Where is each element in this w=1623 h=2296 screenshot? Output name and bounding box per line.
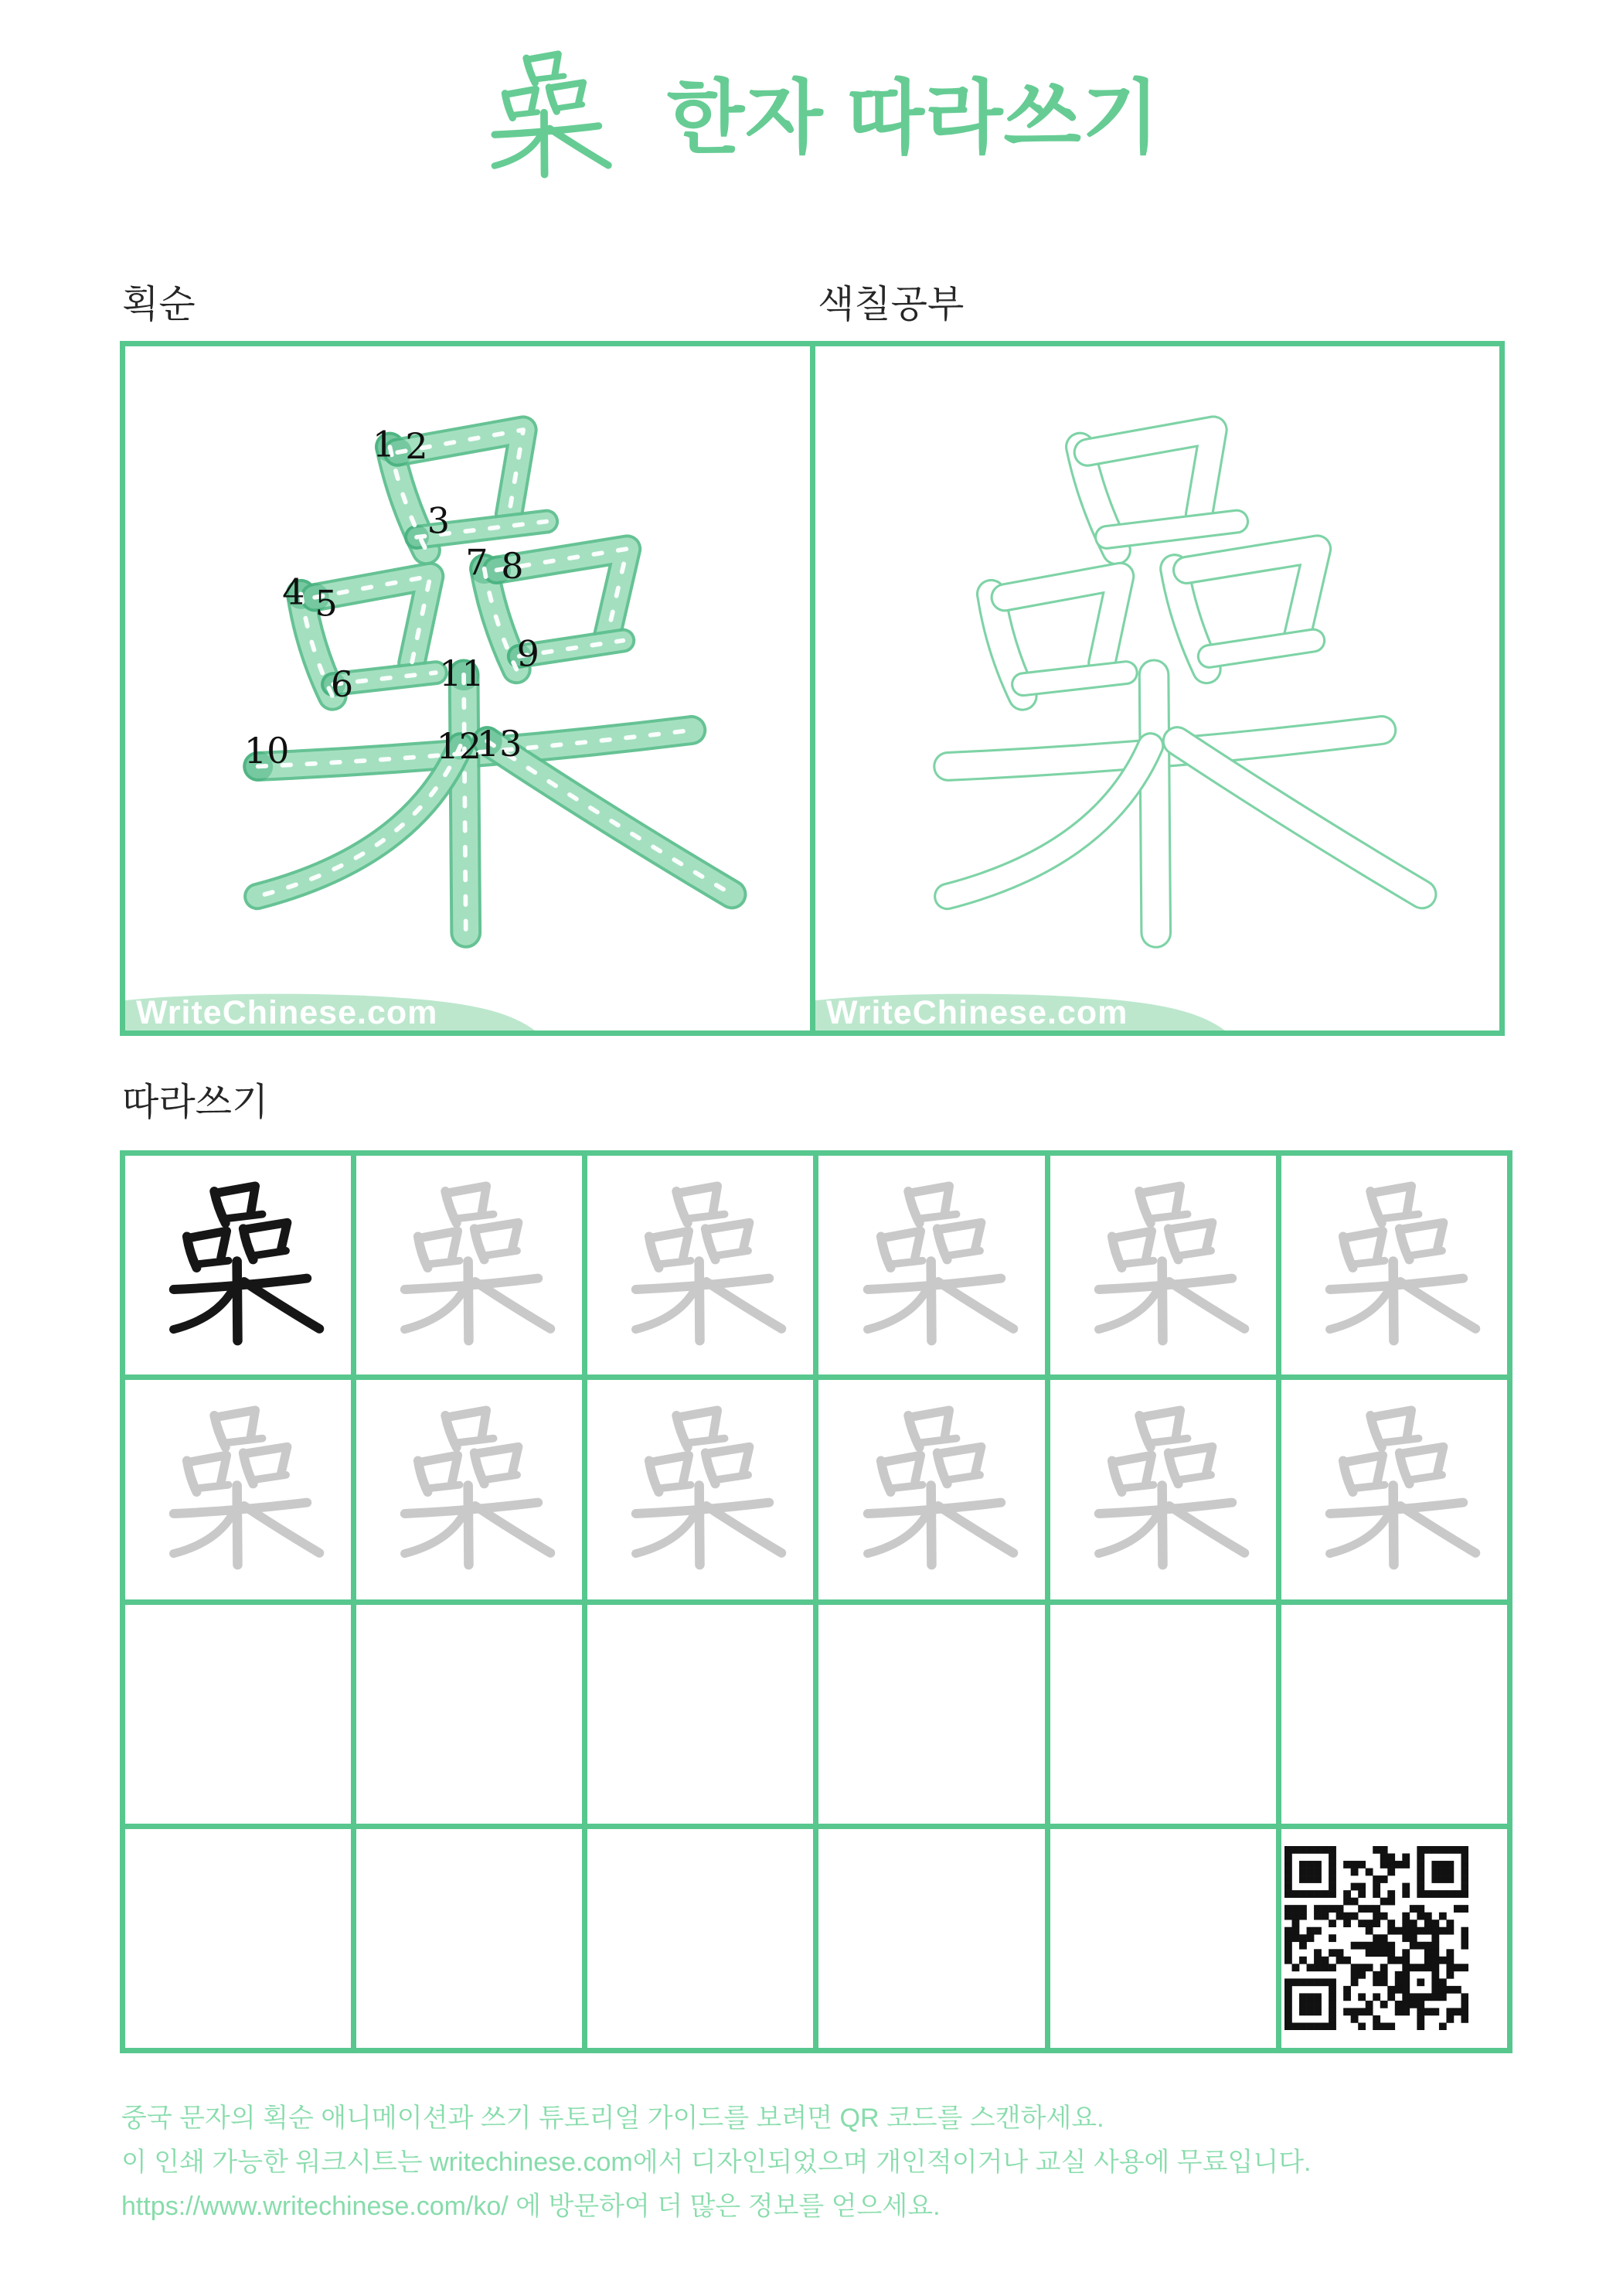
grid-cell-trace	[125, 1380, 351, 1599]
stroke-number: 8	[501, 545, 524, 588]
title-hanzi-glyph	[463, 34, 627, 198]
panel-divider	[810, 346, 815, 1030]
grid-cell-trace	[818, 1156, 1044, 1375]
grid-cell-trace	[356, 1156, 582, 1375]
grid-cell-trace	[1281, 1380, 1507, 1599]
coloring-outline-glyph	[815, 346, 1500, 1030]
stroke-number: 9	[516, 632, 539, 675]
grid-cell-empty	[818, 1829, 1044, 2048]
grid-cell-empty	[356, 1829, 582, 2048]
footer-note	[121, 2097, 1497, 2229]
qr-code	[1284, 1846, 1468, 2030]
stroke-number: 7	[465, 541, 488, 584]
stroke-number: 1	[372, 423, 396, 465]
stroke-order-panel	[125, 346, 810, 1030]
footer-note-line-3: https://www.writechinese.com/ko/ 에 방문하여 더 많은 정보를 얻으세요.	[121, 2192, 941, 2221]
grid-cell-empty	[125, 1605, 351, 1824]
watermark-text: WriteChinese.com	[136, 994, 438, 1030]
watermark-band	[815, 989, 1500, 1030]
grid-cell-trace	[587, 1156, 813, 1375]
stroke-number: 11	[439, 652, 485, 694]
grid-cell-qr	[1281, 1829, 1507, 2048]
page-title	[0, 45, 1623, 192]
coloring-section-label: 색칠공부	[818, 284, 965, 325]
tracing-section-label: 따라쓰기	[122, 1082, 269, 1123]
grid-cell-empty	[125, 1829, 351, 2048]
grid-cell-trace	[1050, 1380, 1276, 1599]
grid-cell-empty	[1281, 1605, 1507, 1824]
grid-cell-empty	[587, 1829, 813, 2048]
grid-cell-empty	[587, 1605, 813, 1824]
stroke-number: 10	[243, 729, 290, 772]
stroke-number: 4	[282, 571, 305, 613]
grid-cell-trace	[1281, 1156, 1507, 1375]
grid-cell-trace	[1050, 1156, 1276, 1375]
grid-cell-empty	[356, 1605, 582, 1824]
stroke-order-diagram	[125, 346, 810, 1030]
grid-cell-empty	[1050, 1605, 1276, 1824]
stroke-number: 3	[427, 499, 450, 542]
page-title-text: 한자 따라쓰기	[666, 73, 1161, 163]
grid-cell-empty	[818, 1605, 1044, 1824]
stroke-number: 12	[436, 724, 482, 767]
character-panels-box	[120, 341, 1505, 1036]
stroke-number: 6	[330, 663, 354, 706]
grid-cell-trace	[587, 1380, 813, 1599]
stroke-number: 5	[315, 582, 338, 625]
watermark-text: WriteChinese.com	[825, 994, 1128, 1030]
grid-cell-trace	[356, 1380, 582, 1599]
grid-cell-empty	[1050, 1829, 1276, 2048]
watermark-band	[125, 989, 810, 1030]
grid-cell-trace	[818, 1380, 1044, 1599]
stroke-number: 2	[405, 425, 428, 468]
coloring-panel	[815, 346, 1500, 1030]
stroke-order-section-label: 획순	[122, 284, 196, 325]
footer-note-line-2: 이 인쇄 가능한 워크시트는 writechinese.com에서 디자인되었으며 개인적이거나 교실 사용에 무료입니다.	[121, 2148, 1312, 2177]
tracing-grid	[120, 1150, 1512, 2053]
stroke-number: 13	[476, 723, 522, 765]
footer-note-line-1: 중국 문자의 획순 애니메이션과 쓰기 튜토리얼 가이드를 보려면 QR 코드를 스캔하세요.	[121, 2104, 1104, 2133]
grid-cell-example	[125, 1156, 351, 1375]
